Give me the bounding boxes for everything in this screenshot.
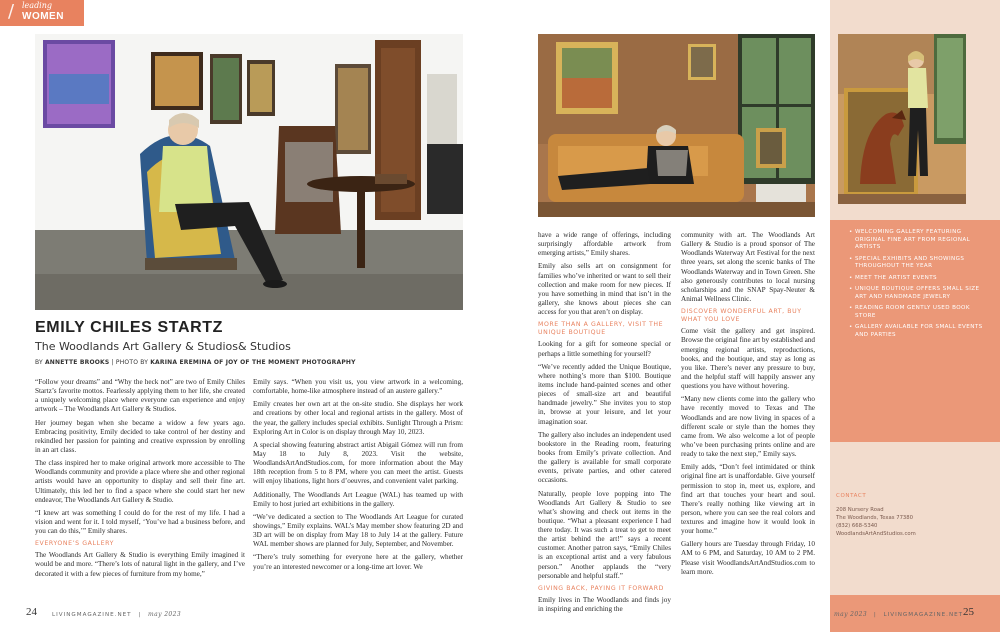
footer-separator: | bbox=[873, 612, 877, 618]
paragraph: “There’s truly something for everyone here at the gallery, whether you’re an interested newcomer or a long-time art lover. We bbox=[253, 553, 463, 571]
paragraph: Naturally, people love popping into The Woodlands Art Gallery & Studio to see what’s showing and check out items in the boutique. “What a pleasant experience I had there today. It was such a treat to get to meet the artist behind the art!” says a recent customer. Another patron says, “Emily Chiles is an exceptional artist and a very fabulous person.” Another applauds the “very personable and helpful staff.” bbox=[538, 489, 671, 580]
highlight-item: • MEET THE ARTIST EVENTS bbox=[850, 275, 990, 283]
paragraph: Additionally, The Woodlands Art League (WAL) has teamed up with Emily to host juried art exhibitions in the gallery. bbox=[253, 490, 463, 508]
highlight-item: • SPECIAL EXHIBITS AND SHOWINGS THROUGHOUT THE YEAR bbox=[850, 256, 990, 271]
paragraph: Emily says. “When you visit us, you view artwork in a welcoming, comfortable, home-like atmosphere instead of an austere gallery.” bbox=[253, 378, 463, 396]
byline-photographer: KARINA EREMINA OF JOY OF THE MOMENT PHOTOGRAPHY bbox=[150, 359, 356, 366]
article-subtitle: The Woodlands Art Gallery & Studios& Studios bbox=[35, 340, 291, 353]
paragraph: “Many new clients come into the gallery who have recently moved to Texas and The Woodlands and are now living in spaces of a different scale or style than the homes they came from. We also welcome a lot of people who’ve been purchasing prints online and are ready to take the next step,” Emily says. bbox=[681, 395, 815, 459]
section-subhead: EVERYONE’S GALLERY bbox=[35, 540, 114, 548]
paragraph: “We’ve recently added the Unique Boutique, where nothing’s more than $100. Boutique items include hand-painted scenes and other pieces of small-size art and beautiful handmade jewelry.” She invites you to stop in, browse at your leisure, and let your imagination soar. bbox=[538, 362, 671, 426]
paragraph: The class inspired her to make original artwork more accessible to The Woodlands community and provide a place where she and other regional artists would have an opportunity to display and sell their fine art. Ultimately, this led her to find a space where she could start her new endeavor, The Woodlands Art Gallery & Studio. bbox=[35, 459, 245, 504]
highlights-list bbox=[850, 229, 990, 344]
footer-site-link[interactable]: LIVINGMAGAZINE.NET bbox=[52, 612, 132, 618]
section-tag bbox=[0, 0, 84, 26]
footer-separator: | bbox=[138, 612, 142, 618]
paragraph: have a wide range of offerings, including surprisingly affordable artwork from emerging artists,” Emily shares. bbox=[538, 231, 671, 258]
section-kicker: leading bbox=[22, 1, 53, 10]
paragraph: A special showing featuring abstract artist Abigail Gómez will run from May 18 to July 8, 2023. Visit the website, WoodlandsArtAndStudios.com, for more information about the May 18th reception from 5 to 8 PM, where you can meet the artist. Guests will enjoy libations, light hors d’oeuvres, and convenient valet parking. bbox=[253, 440, 463, 486]
contact-block bbox=[836, 492, 986, 539]
byline-author: ANNETTE BROOKS bbox=[44, 359, 110, 366]
paragraph: community with art. The Woodlands Art Gallery & Studio is a proud sponsor of The Woodlands Waterway Art Festival for the next three years, set along the scenic banks of The Woodlands Waterway and in Town Green. She also generously contributes to local nursing scholarships and the SNAP Spay-Neuter & Animal Wellness Clinic. bbox=[681, 231, 816, 303]
article-title: EMILY CHILES STARTZ bbox=[35, 319, 224, 336]
paragraph: “I knew art was something I could do for the rest of my life. I had a vision and went for it. I told myself, ‘You’ve had a business before, and you can do this,’” Emily shares. bbox=[35, 508, 245, 536]
byline-prefix: BY bbox=[35, 359, 43, 366]
main-photo bbox=[35, 34, 463, 310]
section-subhead: MORE THAN A GALLERY, VISIT THE UNIQUE BOUTIQUE bbox=[538, 321, 664, 337]
paragraph: Emily adds, “Don’t feel intimidated or think original fine art is unaffordable. Give yourself permission to stop in, meet us, explore, and find art that touches your heart and soul. There’s really nothing like viewing art in person, where you can see the real colors and textures and imagine how it would look in your home.” bbox=[681, 463, 815, 536]
couch-photo bbox=[538, 34, 815, 217]
paragraph: Gallery hours are Tuesday through Friday, 10 AM to 6 PM, and Saturday, 10 AM to 2 PM. Please visit WoodlandsArtAndStudios.com to learn more. bbox=[681, 540, 815, 576]
paragraph: Come visit the gallery and get inspired. Browse the original fine art by established and emerging regional artists, reproductions, books, and the boutique, and stay as long as you like. There’s never any pressure to buy, and the helpful staff will happily answer any questions you have without hovering. bbox=[681, 327, 815, 391]
highlight-item: • WELCOMING GALLERY FEATURING ORIGINAL FINE ART FROM REGIONAL ARTISTS bbox=[850, 229, 990, 252]
footer-left bbox=[52, 611, 181, 618]
address-line-1: 208 Nursery Road bbox=[836, 507, 884, 514]
body-column-3 bbox=[538, 231, 671, 618]
contact-label: CONTACT bbox=[836, 493, 867, 499]
section-subhead: DISCOVER WONDERFUL ART, BUY WHAT YOU LOVE bbox=[681, 308, 802, 324]
highlight-item: • GALLERY AVAILABLE FOR SMALL EVENTS AND PARTIES bbox=[850, 324, 990, 339]
paragraph: Emily lives in The Woodlands and finds joy in inspiring and enriching the bbox=[538, 595, 671, 614]
byline bbox=[35, 359, 356, 366]
body-column-4 bbox=[681, 231, 815, 581]
footer-site-link[interactable]: LIVINGMAGAZINE.NET bbox=[883, 612, 964, 618]
website-link[interactable]: WoodlandsArtAndStudios.com bbox=[836, 531, 916, 538]
paragraph: The gallery also includes an independent used bookstore in the Reading room, featuring books from Emily’s private collection. And the gallery is available for small corporate events, private parties, and other catered occasions. bbox=[538, 430, 671, 485]
section-name: WOMEN bbox=[22, 11, 64, 22]
paragraph: “Follow your dreams” and “Why the heck not” are two of Emily Chiles Startz’s favorite mottos. Fearlessly applying them to her life, she created a uniquely welcoming place where everyone can experience and enjoy artwork – The Woodlands Art Gallery & Studios. bbox=[35, 378, 245, 414]
address-line-2: The Woodlands, Texas 77380 bbox=[836, 515, 914, 522]
highlight-item: • READING ROOM GENTLY USED BOOK STORE bbox=[850, 305, 990, 320]
page-number-left: 24 bbox=[26, 606, 37, 618]
section-subhead: GIVING BACK, PAYING IT FORWARD bbox=[538, 584, 664, 592]
body-column-1 bbox=[35, 378, 245, 583]
footer-right bbox=[834, 611, 963, 618]
body-column-2 bbox=[253, 378, 463, 576]
paragraph: Her journey began when she became a widow a few years ago. Embracing positivity, Emily decided to take control of her destiny and rekindled her passion for painting and creative expression by enrolling in an art class. bbox=[35, 418, 245, 454]
slash-mark: / bbox=[8, 1, 15, 22]
paragraph: The Woodlands Art Gallery & Studio is everything Emily imagined it would be and more. “There’s lots of natural light in the gallery, and I’ve decorated it with a few pieces of furniture from my home,” bbox=[35, 551, 245, 578]
footer-issue: may 2023 bbox=[834, 611, 868, 618]
paragraph: “We’ve dedicated a section to The Woodlands Art League for curated showings,” Emily explains. WAL’s May member show featuring 2D and 3D art will be on display from May 18 to July 14 at the gallery. Future WAL member shows are planned for July, September, and November. bbox=[253, 512, 463, 549]
horse-painting-photo bbox=[838, 34, 966, 204]
phone-number[interactable]: (832) 668-5340 bbox=[836, 523, 878, 530]
paragraph: Emily also sells art on consignment for families who’ve inherited or want to sell their collection and make room for new pieces. If you have something in mind that isn’t in the gallery, she knows about pieces she can access for you that aren’t on display. bbox=[538, 262, 671, 317]
footer-issue: may 2023 bbox=[148, 611, 182, 618]
page-number-right: 25 bbox=[963, 606, 974, 618]
paragraph: Looking for a gift for someone special or perhaps a little something for yourself? bbox=[538, 340, 671, 358]
highlight-item: • UNIQUE BOUTIQUE OFFERS SMALL SIZE ART AND HANDMADE JEWELRY bbox=[850, 286, 990, 301]
paragraph: Emily creates her own art at the on-site studio. She displays her work and creations by other local and regional artists in the gallery. Most of the year, the gallery includes special exhibits. Sunlight Through a Prism: Exploring Art in Color is on display through May 10, 2023. bbox=[253, 400, 463, 436]
photo-prefix: | PHOTO BY bbox=[111, 359, 149, 366]
